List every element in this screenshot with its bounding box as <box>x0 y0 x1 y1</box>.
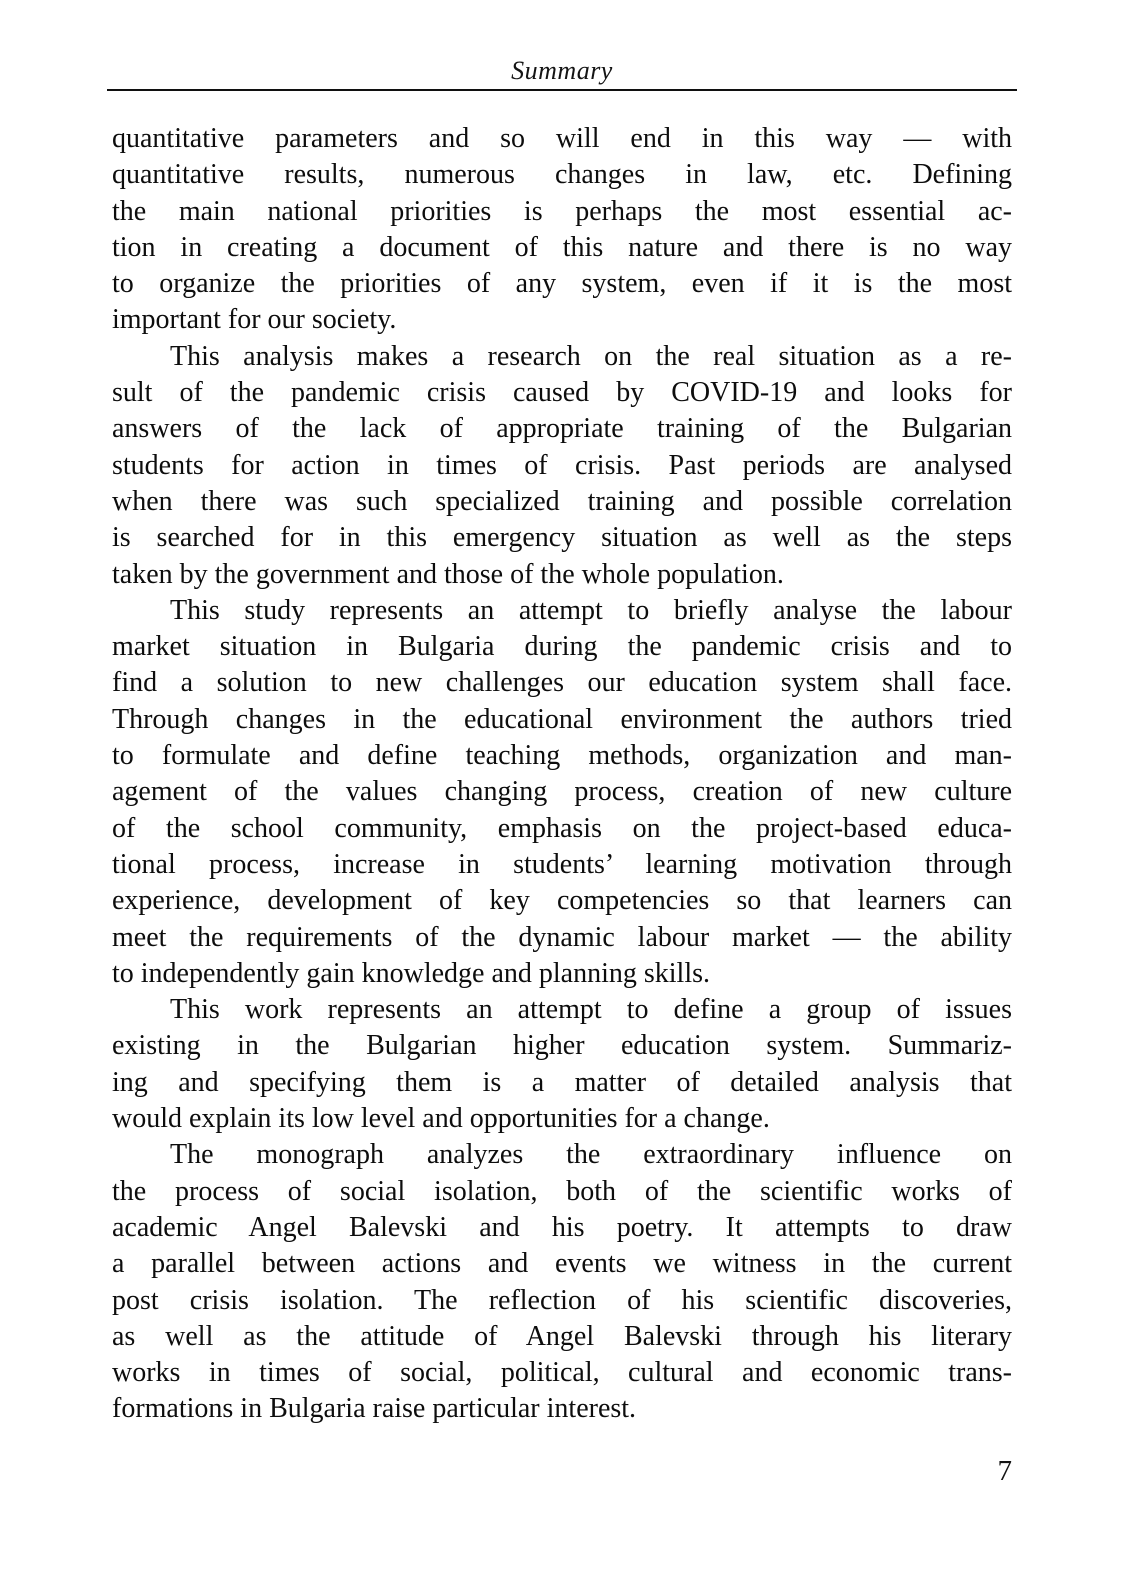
header-rule <box>107 89 1017 91</box>
text-line: is searched for in this emergency situation as well as the steps <box>112 522 1012 554</box>
paragraph <box>112 593 1012 992</box>
text-line: Through changes in the educational environment the authors tried <box>112 703 1012 735</box>
body-text <box>112 121 1012 1428</box>
text-line: meet the requirements of the dynamic labour market — the ability <box>112 921 1012 953</box>
text-line: tion in creating a document of this nature and there is no way <box>112 231 1012 263</box>
text-line: to independently gain knowledge and planning skills. <box>112 957 711 989</box>
text-line: experience, development of key competencies so that learners can <box>112 885 1012 917</box>
paragraph <box>112 121 1012 339</box>
text-line: existing in the Bulgarian higher education system. Summariz- <box>112 1030 1012 1062</box>
text-line: taken by the government and those of the whole population. <box>112 558 784 590</box>
text-line: the process of social isolation, both of the scientific works of <box>112 1175 1012 1207</box>
page-number: 7 <box>997 1455 1012 1487</box>
text-line: market situation in Bulgaria during the pandemic crisis and to <box>112 631 1012 663</box>
text-line: important for our society. <box>112 304 397 336</box>
text-line: sult of the pandemic crisis caused by COVID-19 and looks for <box>112 377 1012 409</box>
text-line: to formulate and define teaching methods, organization and man- <box>112 740 1012 772</box>
text-line: ing and specifying them is a matter of detailed analysis that <box>112 1066 1012 1098</box>
text-line: would explain its low level and opportunities for a change. <box>112 1103 770 1135</box>
text-line: the main national priorities is perhaps the most essential ac- <box>112 195 1012 227</box>
text-line: of the school community, emphasis on the project-based educa- <box>112 812 1012 844</box>
text-line: academic Angel Balevski and his poetry. It attempts to draw <box>112 1211 1012 1243</box>
text-line: answers of the lack of appropriate training of the Bulgarian <box>112 413 1012 445</box>
running-header-title: Summary <box>511 56 613 85</box>
text-line: as well as the attitude of Angel Balevski through his literary <box>112 1320 1012 1352</box>
text-line: when there was such specialized training and possible correlation <box>112 485 1012 517</box>
text-line: tional process, increase in students’ learning motivation through <box>112 848 1012 880</box>
text-line: works in times of social, political, cultural and economic trans- <box>112 1357 1012 1389</box>
text-line: quantitative parameters and so will end in this way — with <box>112 123 1012 154</box>
text-line: This study represents an attempt to briefly analyse the labour <box>170 594 1012 626</box>
text-line: post crisis isolation. The reflection of his scientific discoveries, <box>112 1284 1012 1316</box>
text-line: students for action in times of crisis. Past periods are analysed <box>112 449 1012 481</box>
text-line: The monograph analyzes the extraordinary influence on <box>170 1139 1012 1171</box>
text-line: formations in Bulgaria raise particular interest. <box>112 1393 637 1425</box>
text-line: This work represents an attempt to define a group of issues <box>170 994 1012 1026</box>
paragraph <box>112 339 1012 593</box>
text-line: quantitative results, numerous changes in law, etc. Defining <box>112 159 1012 191</box>
text-line: to organize the priorities of any system, even if it is the most <box>112 268 1012 300</box>
text-line: This analysis makes a research on the real situation as a re- <box>170 340 1012 372</box>
paragraph <box>112 1137 1012 1427</box>
text-line: a parallel between actions and events we witness in the current <box>112 1248 1012 1280</box>
paragraph <box>112 992 1012 1137</box>
text-line: agement of the values changing process, creation of new culture <box>112 776 1012 808</box>
text-line: find a solution to new challenges our education system shall face. <box>112 667 1012 699</box>
